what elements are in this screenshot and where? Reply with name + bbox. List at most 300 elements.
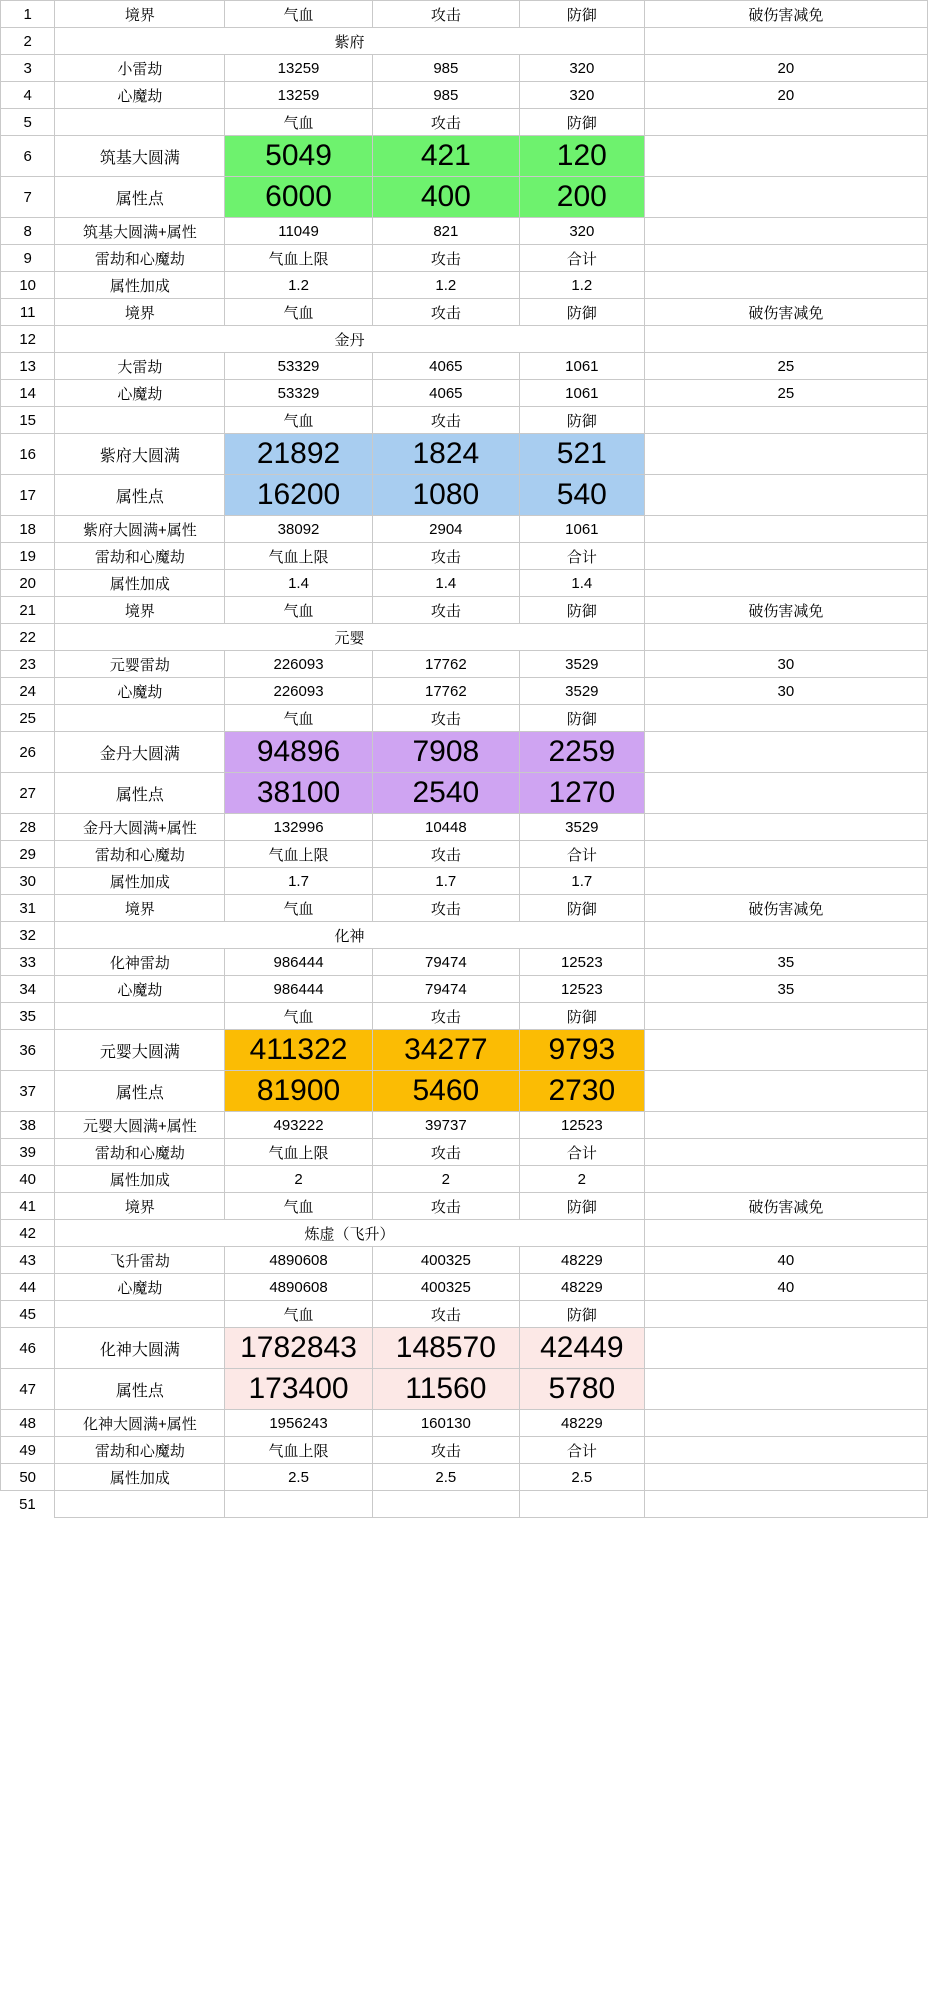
section-title[interactable]: 紫府 [55, 28, 644, 55]
cell-value[interactable]: 1.7 [372, 868, 519, 895]
row-label[interactable]: 雷劫和心魔劫 [55, 1437, 225, 1464]
cell-empty[interactable] [225, 1491, 372, 1518]
table-row[interactable] [1, 516, 928, 543]
cell-empty[interactable] [55, 1301, 225, 1328]
column-header[interactable]: 气血 [225, 407, 372, 434]
cell-empty[interactable] [644, 543, 927, 570]
row-header[interactable]: 34 [1, 976, 55, 1003]
cell-value[interactable]: 985 [372, 55, 519, 82]
cell-value-highlight[interactable]: 42449 [520, 1328, 645, 1369]
cell-value[interactable]: 493222 [225, 1112, 372, 1139]
cell-value[interactable]: 20 [644, 82, 927, 109]
cell-value[interactable]: 3529 [520, 651, 645, 678]
column-header[interactable]: 防御 [520, 895, 645, 922]
cell-value[interactable]: 2904 [372, 516, 519, 543]
table-row[interactable] [1, 28, 928, 55]
section-title[interactable]: 金丹 [55, 326, 644, 353]
cell-value[interactable]: 30 [644, 651, 927, 678]
section-title[interactable]: 化神 [55, 922, 644, 949]
table-row[interactable] [1, 773, 928, 814]
cell-value[interactable]: 48229 [520, 1274, 645, 1301]
cell-value[interactable]: 53329 [225, 380, 372, 407]
row-header[interactable]: 37 [1, 1071, 55, 1112]
cell-empty[interactable] [372, 1491, 519, 1518]
table-row[interactable] [1, 136, 928, 177]
cell-empty[interactable] [644, 1491, 927, 1518]
table-row[interactable] [1, 1328, 928, 1369]
cell-value[interactable]: 821 [372, 218, 519, 245]
cell-value[interactable]: 4890608 [225, 1274, 372, 1301]
cell-value[interactable]: 12523 [520, 1112, 645, 1139]
cell-value[interactable]: 攻击 [372, 245, 519, 272]
row-header[interactable]: 14 [1, 380, 55, 407]
row-label[interactable]: 属性加成 [55, 272, 225, 299]
column-header[interactable]: 气血 [225, 299, 372, 326]
row-header[interactable]: 26 [1, 732, 55, 773]
cell-empty[interactable] [644, 841, 927, 868]
row-label[interactable]: 小雷劫 [55, 55, 225, 82]
cell-value[interactable]: 11049 [225, 218, 372, 245]
cell-value[interactable]: 1.7 [225, 868, 372, 895]
cell-empty[interactable] [644, 109, 927, 136]
column-header[interactable]: 防御 [520, 597, 645, 624]
column-header[interactable]: 气血 [225, 1301, 372, 1328]
table-row[interactable] [1, 1274, 928, 1301]
table-row[interactable] [1, 895, 928, 922]
cell-value[interactable]: 气血上限 [225, 245, 372, 272]
table-row[interactable] [1, 570, 928, 597]
cell-value[interactable]: 气血上限 [225, 543, 372, 570]
table-row[interactable] [1, 326, 928, 353]
row-header[interactable]: 13 [1, 353, 55, 380]
row-label[interactable]: 元婴大圆满 [55, 1030, 225, 1071]
cell-value[interactable]: 12523 [520, 949, 645, 976]
row-header[interactable]: 33 [1, 949, 55, 976]
cell-value-highlight[interactable]: 2540 [372, 773, 519, 814]
cell-empty[interactable] [644, 245, 927, 272]
cell-value[interactable]: 攻击 [372, 1437, 519, 1464]
cell-empty[interactable] [644, 434, 927, 475]
row-label[interactable]: 心魔劫 [55, 678, 225, 705]
row-header[interactable]: 25 [1, 705, 55, 732]
cell-empty[interactable] [644, 1071, 927, 1112]
table-row[interactable] [1, 814, 928, 841]
table-row[interactable] [1, 1003, 928, 1030]
cell-value-highlight[interactable]: 400 [372, 177, 519, 218]
cell-value[interactable]: 226093 [225, 678, 372, 705]
cell-value-highlight[interactable]: 38100 [225, 773, 372, 814]
column-header[interactable]: 攻击 [372, 299, 519, 326]
row-label[interactable]: 属性点 [55, 475, 225, 516]
column-header[interactable]: 境界 [55, 597, 225, 624]
cell-empty[interactable] [644, 1166, 927, 1193]
row-header[interactable]: 24 [1, 678, 55, 705]
row-label[interactable]: 属性加成 [55, 1464, 225, 1491]
row-header[interactable]: 32 [1, 922, 55, 949]
table-row[interactable] [1, 353, 928, 380]
row-label[interactable]: 化神大圆满 [55, 1328, 225, 1369]
row-label[interactable]: 属性加成 [55, 1166, 225, 1193]
cell-value[interactable]: 400325 [372, 1247, 519, 1274]
table-row[interactable] [1, 245, 928, 272]
cell-empty[interactable] [644, 407, 927, 434]
cell-empty[interactable] [644, 218, 927, 245]
cell-empty[interactable] [644, 773, 927, 814]
column-header[interactable]: 破伤害减免 [644, 597, 927, 624]
column-header[interactable]: 防御 [520, 407, 645, 434]
table-row[interactable] [1, 1464, 928, 1491]
column-header[interactable]: 攻击 [372, 109, 519, 136]
table-row[interactable] [1, 1247, 928, 1274]
row-header[interactable]: 29 [1, 841, 55, 868]
table-row[interactable] [1, 55, 928, 82]
cell-empty[interactable] [55, 1491, 225, 1518]
cell-value[interactable]: 13259 [225, 55, 372, 82]
cell-value[interactable]: 39737 [372, 1112, 519, 1139]
column-header[interactable]: 气血 [225, 1, 372, 28]
cell-value[interactable]: 985 [372, 82, 519, 109]
cell-value[interactable]: 4065 [372, 380, 519, 407]
row-header[interactable]: 51 [1, 1491, 55, 1518]
cell-value[interactable]: 17762 [372, 678, 519, 705]
cell-empty[interactable] [644, 922, 927, 949]
cell-value[interactable]: 2.5 [225, 1464, 372, 1491]
cell-empty[interactable] [55, 407, 225, 434]
cell-empty[interactable] [644, 868, 927, 895]
column-header[interactable]: 气血 [225, 1193, 372, 1220]
cell-value[interactable]: 25 [644, 380, 927, 407]
column-header[interactable]: 破伤害减免 [644, 1193, 927, 1220]
cell-empty[interactable] [644, 1003, 927, 1030]
cell-value[interactable]: 132996 [225, 814, 372, 841]
cell-value-highlight[interactable]: 21892 [225, 434, 372, 475]
cell-value-highlight[interactable]: 200 [520, 177, 645, 218]
cell-empty[interactable] [644, 272, 927, 299]
cell-empty[interactable] [644, 1328, 927, 1369]
row-label[interactable]: 属性加成 [55, 570, 225, 597]
row-header[interactable]: 18 [1, 516, 55, 543]
row-label[interactable]: 大雷劫 [55, 353, 225, 380]
cell-value[interactable]: 986444 [225, 976, 372, 1003]
table-row[interactable] [1, 678, 928, 705]
table-row[interactable] [1, 434, 928, 475]
column-header[interactable]: 破伤害减免 [644, 895, 927, 922]
cell-value-highlight[interactable]: 540 [520, 475, 645, 516]
cell-empty[interactable] [55, 705, 225, 732]
row-header[interactable]: 3 [1, 55, 55, 82]
cell-value[interactable]: 48229 [520, 1410, 645, 1437]
table-row[interactable] [1, 1166, 928, 1193]
row-label[interactable]: 心魔劫 [55, 1274, 225, 1301]
cell-value[interactable]: 986444 [225, 949, 372, 976]
cell-value[interactable]: 1956243 [225, 1410, 372, 1437]
cell-empty[interactable] [644, 1464, 927, 1491]
cell-value[interactable]: 1061 [520, 516, 645, 543]
cell-value[interactable]: 13259 [225, 82, 372, 109]
row-header[interactable]: 5 [1, 109, 55, 136]
table-row[interactable] [1, 732, 928, 773]
cell-empty[interactable] [644, 705, 927, 732]
row-label[interactable]: 雷劫和心魔劫 [55, 245, 225, 272]
cell-value[interactable]: 4890608 [225, 1247, 372, 1274]
cell-value-highlight[interactable]: 173400 [225, 1369, 372, 1410]
cell-empty[interactable] [644, 1301, 927, 1328]
row-header[interactable]: 1 [1, 1, 55, 28]
table-row[interactable] [1, 82, 928, 109]
cell-value-highlight[interactable]: 1080 [372, 475, 519, 516]
section-title[interactable]: 炼虚（飞升） [55, 1220, 644, 1247]
row-header[interactable]: 39 [1, 1139, 55, 1166]
row-label[interactable]: 飞升雷劫 [55, 1247, 225, 1274]
row-label[interactable]: 化神雷劫 [55, 949, 225, 976]
column-header[interactable]: 防御 [520, 1301, 645, 1328]
row-label[interactable]: 属性点 [55, 773, 225, 814]
table-row[interactable] [1, 1437, 928, 1464]
cell-value[interactable]: 40 [644, 1247, 927, 1274]
cell-empty[interactable] [644, 326, 927, 353]
cell-value[interactable]: 17762 [372, 651, 519, 678]
table-row[interactable] [1, 1369, 928, 1410]
table-row[interactable] [1, 380, 928, 407]
row-header[interactable]: 15 [1, 407, 55, 434]
table-row[interactable] [1, 218, 928, 245]
column-header[interactable]: 攻击 [372, 895, 519, 922]
cell-value[interactable]: 3529 [520, 814, 645, 841]
cell-value[interactable]: 2 [372, 1166, 519, 1193]
row-label[interactable]: 元婴大圆满+属性 [55, 1112, 225, 1139]
row-header[interactable]: 44 [1, 1274, 55, 1301]
table-row[interactable] [1, 1193, 928, 1220]
table-row[interactable] [1, 1030, 928, 1071]
column-header[interactable]: 攻击 [372, 1193, 519, 1220]
cell-value[interactable]: 12523 [520, 976, 645, 1003]
row-label[interactable]: 心魔劫 [55, 380, 225, 407]
cell-empty[interactable] [644, 516, 927, 543]
row-header[interactable]: 47 [1, 1369, 55, 1410]
cell-value[interactable]: 10448 [372, 814, 519, 841]
row-label[interactable]: 紫府大圆满 [55, 434, 225, 475]
table-row[interactable] [1, 1220, 928, 1247]
row-header[interactable]: 30 [1, 868, 55, 895]
cell-empty[interactable] [644, 1139, 927, 1166]
cell-value[interactable]: 1061 [520, 353, 645, 380]
column-header[interactable]: 防御 [520, 705, 645, 732]
column-header[interactable]: 攻击 [372, 407, 519, 434]
cell-value-highlight[interactable]: 421 [372, 136, 519, 177]
cell-empty[interactable] [644, 177, 927, 218]
cell-value[interactable]: 1.4 [520, 570, 645, 597]
row-header[interactable]: 12 [1, 326, 55, 353]
cell-value[interactable]: 53329 [225, 353, 372, 380]
table-row[interactable] [1, 976, 928, 1003]
row-header[interactable]: 8 [1, 218, 55, 245]
row-header[interactable]: 22 [1, 624, 55, 651]
cell-value[interactable]: 1061 [520, 380, 645, 407]
cell-value-highlight[interactable]: 16200 [225, 475, 372, 516]
row-header[interactable]: 11 [1, 299, 55, 326]
cell-empty[interactable] [644, 28, 927, 55]
row-header[interactable]: 38 [1, 1112, 55, 1139]
table-row[interactable] [1, 1, 928, 28]
row-header[interactable]: 31 [1, 895, 55, 922]
cell-value[interactable]: 2.5 [372, 1464, 519, 1491]
cell-value[interactable]: 320 [520, 218, 645, 245]
cell-value[interactable]: 35 [644, 976, 927, 1003]
row-header[interactable]: 49 [1, 1437, 55, 1464]
cell-value[interactable]: 气血上限 [225, 1437, 372, 1464]
column-header[interactable]: 破伤害减免 [644, 1, 927, 28]
cell-empty[interactable] [644, 1030, 927, 1071]
column-header[interactable]: 防御 [520, 1, 645, 28]
table-row[interactable] [1, 475, 928, 516]
cell-empty[interactable] [55, 1003, 225, 1030]
row-header[interactable]: 27 [1, 773, 55, 814]
row-header[interactable]: 46 [1, 1328, 55, 1369]
row-header[interactable]: 40 [1, 1166, 55, 1193]
row-header[interactable]: 43 [1, 1247, 55, 1274]
cell-empty[interactable] [644, 1437, 927, 1464]
column-header[interactable]: 境界 [55, 1, 225, 28]
row-label[interactable]: 筑基大圆满 [55, 136, 225, 177]
cell-value[interactable]: 79474 [372, 976, 519, 1003]
cell-value[interactable]: 79474 [372, 949, 519, 976]
table-row[interactable] [1, 868, 928, 895]
cell-empty[interactable] [644, 732, 927, 773]
row-header[interactable]: 16 [1, 434, 55, 475]
cell-empty[interactable] [644, 814, 927, 841]
table-row[interactable] [1, 624, 928, 651]
row-header[interactable]: 23 [1, 651, 55, 678]
column-header[interactable]: 攻击 [372, 1, 519, 28]
row-header[interactable]: 36 [1, 1030, 55, 1071]
table-row[interactable] [1, 1071, 928, 1112]
column-header[interactable]: 气血 [225, 705, 372, 732]
cell-value[interactable]: 400325 [372, 1274, 519, 1301]
cell-value[interactable]: 气血上限 [225, 841, 372, 868]
table-row[interactable] [1, 922, 928, 949]
cell-value[interactable]: 4065 [372, 353, 519, 380]
row-label[interactable]: 属性点 [55, 177, 225, 218]
cell-value[interactable]: 35 [644, 949, 927, 976]
cell-value-highlight[interactable]: 1824 [372, 434, 519, 475]
column-header[interactable]: 气血 [225, 1003, 372, 1030]
row-label[interactable]: 金丹大圆满 [55, 732, 225, 773]
cell-value-highlight[interactable]: 9793 [520, 1030, 645, 1071]
table-row[interactable] [1, 177, 928, 218]
table-row[interactable] [1, 1301, 928, 1328]
cell-value[interactable]: 1.2 [372, 272, 519, 299]
cell-value[interactable]: 25 [644, 353, 927, 380]
table-row[interactable] [1, 1112, 928, 1139]
cell-value[interactable]: 气血上限 [225, 1139, 372, 1166]
cell-value[interactable]: 160130 [372, 1410, 519, 1437]
cell-value[interactable]: 30 [644, 678, 927, 705]
cell-empty[interactable] [644, 1369, 927, 1410]
cell-empty[interactable] [644, 136, 927, 177]
cell-value-highlight[interactable]: 148570 [372, 1328, 519, 1369]
column-header[interactable]: 防御 [520, 1193, 645, 1220]
column-header[interactable]: 气血 [225, 597, 372, 624]
row-label[interactable]: 心魔劫 [55, 82, 225, 109]
cell-value[interactable]: 1.4 [372, 570, 519, 597]
cell-empty[interactable] [55, 109, 225, 136]
table-row[interactable] [1, 651, 928, 678]
table-row[interactable] [1, 543, 928, 570]
cell-value[interactable]: 合计 [520, 543, 645, 570]
column-header[interactable]: 气血 [225, 895, 372, 922]
section-title[interactable]: 元婴 [55, 624, 644, 651]
cell-value[interactable]: 20 [644, 55, 927, 82]
cell-value-highlight[interactable]: 2730 [520, 1071, 645, 1112]
row-header[interactable]: 28 [1, 814, 55, 841]
cell-value[interactable]: 320 [520, 55, 645, 82]
column-header[interactable]: 境界 [55, 895, 225, 922]
table-row[interactable] [1, 272, 928, 299]
cell-value-highlight[interactable]: 5460 [372, 1071, 519, 1112]
row-label[interactable]: 雷劫和心魔劫 [55, 1139, 225, 1166]
cell-value-highlight[interactable]: 7908 [372, 732, 519, 773]
row-header[interactable]: 45 [1, 1301, 55, 1328]
row-header[interactable]: 10 [1, 272, 55, 299]
cell-value[interactable]: 38092 [225, 516, 372, 543]
row-header[interactable]: 35 [1, 1003, 55, 1030]
table-row[interactable] [1, 109, 928, 136]
cell-value[interactable]: 攻击 [372, 1139, 519, 1166]
cell-value-highlight[interactable]: 1270 [520, 773, 645, 814]
cell-value[interactable]: 2.5 [520, 1464, 645, 1491]
cell-value[interactable]: 2 [225, 1166, 372, 1193]
row-label[interactable]: 属性点 [55, 1369, 225, 1410]
row-header[interactable]: 41 [1, 1193, 55, 1220]
cell-value-highlight[interactable]: 11560 [372, 1369, 519, 1410]
cell-value[interactable]: 合计 [520, 1139, 645, 1166]
cell-value[interactable]: 合计 [520, 841, 645, 868]
cell-empty[interactable] [520, 1491, 645, 1518]
row-header[interactable]: 42 [1, 1220, 55, 1247]
row-header[interactable]: 17 [1, 475, 55, 516]
row-header[interactable]: 50 [1, 1464, 55, 1491]
cell-value-highlight[interactable]: 5780 [520, 1369, 645, 1410]
table-row[interactable] [1, 407, 928, 434]
column-header[interactable]: 攻击 [372, 597, 519, 624]
cell-value-highlight[interactable]: 6000 [225, 177, 372, 218]
table-row[interactable] [1, 1139, 928, 1166]
row-header[interactable]: 7 [1, 177, 55, 218]
table-row[interactable] [1, 841, 928, 868]
cell-value[interactable]: 1.4 [225, 570, 372, 597]
row-header[interactable]: 6 [1, 136, 55, 177]
row-header[interactable]: 4 [1, 82, 55, 109]
row-header[interactable]: 2 [1, 28, 55, 55]
row-label[interactable]: 元婴雷劫 [55, 651, 225, 678]
row-label[interactable]: 雷劫和心魔劫 [55, 841, 225, 868]
column-header[interactable]: 境界 [55, 299, 225, 326]
table-row[interactable] [1, 1410, 928, 1437]
cell-value[interactable]: 1.2 [520, 272, 645, 299]
row-label[interactable]: 心魔劫 [55, 976, 225, 1003]
cell-empty[interactable] [644, 1112, 927, 1139]
column-header[interactable]: 攻击 [372, 1301, 519, 1328]
column-header[interactable]: 气血 [225, 109, 372, 136]
row-label[interactable]: 紫府大圆满+属性 [55, 516, 225, 543]
cell-value[interactable]: 1.2 [225, 272, 372, 299]
cell-value[interactable]: 2 [520, 1166, 645, 1193]
row-header[interactable]: 48 [1, 1410, 55, 1437]
row-header[interactable]: 20 [1, 570, 55, 597]
cell-value[interactable]: 1.7 [520, 868, 645, 895]
cell-value[interactable]: 攻击 [372, 841, 519, 868]
cell-value-highlight[interactable]: 411322 [225, 1030, 372, 1071]
